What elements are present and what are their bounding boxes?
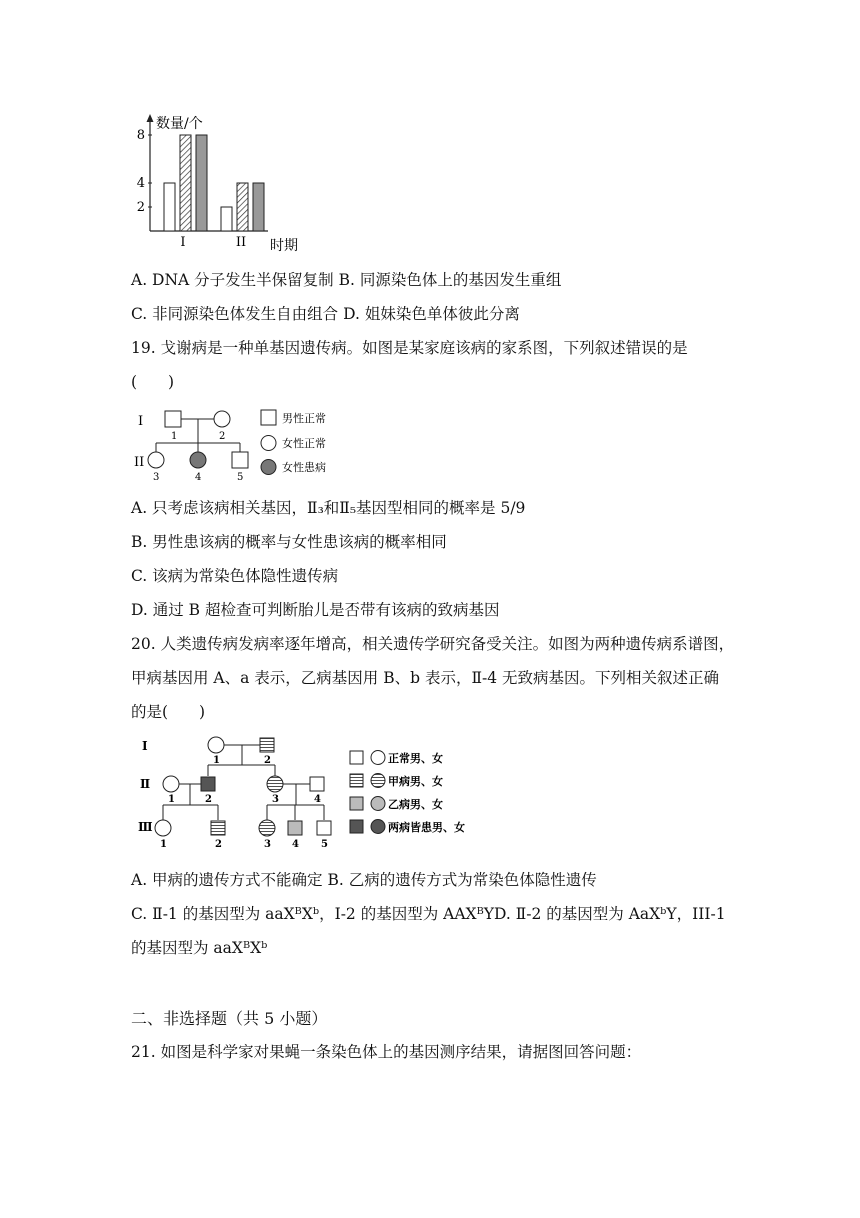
bar-hatched-I [180,135,191,231]
q20-options-cd-line2: 的基因型为 aaXᴮXᵇ [131,939,268,957]
svg-text:2: 2 [205,794,212,805]
svg-text:4: 4 [195,472,202,483]
svg-text:1: 1 [160,839,167,850]
svg-text:4: 4 [314,794,321,805]
section-title: 二、非选择题（共 5 小题） [131,1009,328,1028]
q20-III3-female-jia [259,820,275,836]
q20-III4-male-yi [288,821,302,835]
svg-text:女性正常: 女性正常 [282,437,326,450]
svg-text:1: 1 [213,755,220,766]
q20-II4-male-normal [310,777,324,791]
q19-stem: 19. 戈谢病是一种单基因遗传病。如图是某家庭该病的家系图，下列叙述错误的是 [131,339,688,357]
q18-options-ab: A. DNA 分子发生半保留复制 B. 同源染色体上的基因发生重组 [131,271,562,289]
y-tick-2: 2 [136,200,145,215]
q19-paren: ( ) [131,373,175,391]
q20-pedigree [138,734,483,852]
svg-text:I: I [142,739,148,753]
q19-I1-male-normal [165,411,181,427]
svg-text:5: 5 [237,472,244,483]
svg-text:3: 3 [264,839,271,850]
q19-option-c: C. 该病为常染色体隐性遗传病 [131,567,339,585]
bar-white-I [164,183,175,231]
svg-text:3: 3 [153,472,160,483]
legend-female-affected-icon [261,460,276,475]
q20-III2-male-jia [211,821,225,835]
svg-text:1: 1 [171,431,178,442]
svg-text:乙病男、女: 乙病男、女 [388,798,443,811]
gen-I-label: I [138,414,144,429]
y-tick-8: 8 [136,128,145,143]
svg-text:Ⅱ: Ⅱ [140,777,151,791]
q19-option-a: A. 只考虑该病相关基因，Ⅱ₃和Ⅱ₅基因型相同的概率是 5/9 [131,499,526,517]
q20-II1-female-normal [163,776,179,792]
bar-white-II [221,207,232,231]
svg-text:2: 2 [215,839,222,850]
q20-III5-male-normal [317,821,331,835]
y-tick-4: 4 [136,176,145,191]
q20-III1-female-normal [155,820,171,836]
q20-II3-female-jia [267,776,283,792]
y-axis-arrow [147,114,154,122]
svg-text:男性正常: 男性正常 [282,412,326,425]
x-tick-II: II [235,235,247,250]
q20-stem-line2: 甲病基因用 A、a 表示，乙病基因用 B、b 表示，Ⅱ-4 无致病基因。下列相关叙述正确 [131,669,720,687]
y-axis-label: 数量/个 [156,116,203,132]
svg-text:4: 4 [292,839,299,850]
svg-text:甲病男、女: 甲病男、女 [388,775,443,788]
q19-II3-female-normal [148,452,164,468]
q19-II4-female-affected [190,452,206,468]
legend-female-normal-icon [261,436,276,451]
svg-text:3: 3 [272,794,279,805]
svg-text:1: 1 [168,794,175,805]
q19-pedigree [130,405,370,487]
svg-text:女性患病: 女性患病 [282,461,326,474]
q19-I2-female-normal [214,411,230,427]
q19-II5-male-normal [232,452,248,468]
q20-options-ab: A. 甲病的遗传方式不能确定 B. 乙病的遗传方式为常染色体隐性遗传 [131,871,597,889]
svg-text:2: 2 [219,431,226,442]
svg-text:5: 5 [321,839,328,850]
svg-text:两病皆患男、女: 两病皆患男、女 [388,821,465,834]
q20-I2-male-jia [260,738,274,752]
x-tick-I: I [180,235,186,250]
q20-stem-line1: 20. 人类遗传病发病率逐年增高，相关遗传学研究备受关注。如图为两种遗传病系谱图， [131,635,735,653]
q18-options-cd: C. 非同源染色体发生自由组合 D. 姐妹染色单体彼此分离 [131,305,520,323]
bar-gray-II [253,183,264,231]
gen-II-label: II [134,455,145,470]
svg-text:Ⅲ: Ⅲ [138,820,153,834]
q20-stem-line3: 的是( ) [131,703,206,721]
q20-I1-female-normal [208,737,224,753]
bar-chart [128,108,308,258]
q20-options-cd-line1: C. Ⅱ-1 的基因型为 aaXᴮXᵇ，I-2 的基因型为 AAXᴮYD. Ⅱ-2 的基因型为 AaXᵇY，III-1 [131,905,726,923]
svg-text:正常男、女: 正常男、女 [388,752,443,765]
svg-text:2: 2 [264,755,271,766]
q19-option-d: D. 通过 B 超检查可判断胎儿是否带有该病的致病基因 [131,601,500,619]
bar-gray-I [196,135,207,231]
q20-II2-male-both [201,777,215,791]
x-axis-label: 时期 [270,238,298,254]
q19-option-b: B. 男性患该病的概率与女性患该病的概率相同 [131,533,447,551]
bar-hatched-II [237,183,248,231]
q21-stem: 21. 如图是科学家对果蝇一条染色体上的基因测序结果，请据图回答问题： [131,1043,642,1061]
legend-male-normal-icon [261,410,276,425]
